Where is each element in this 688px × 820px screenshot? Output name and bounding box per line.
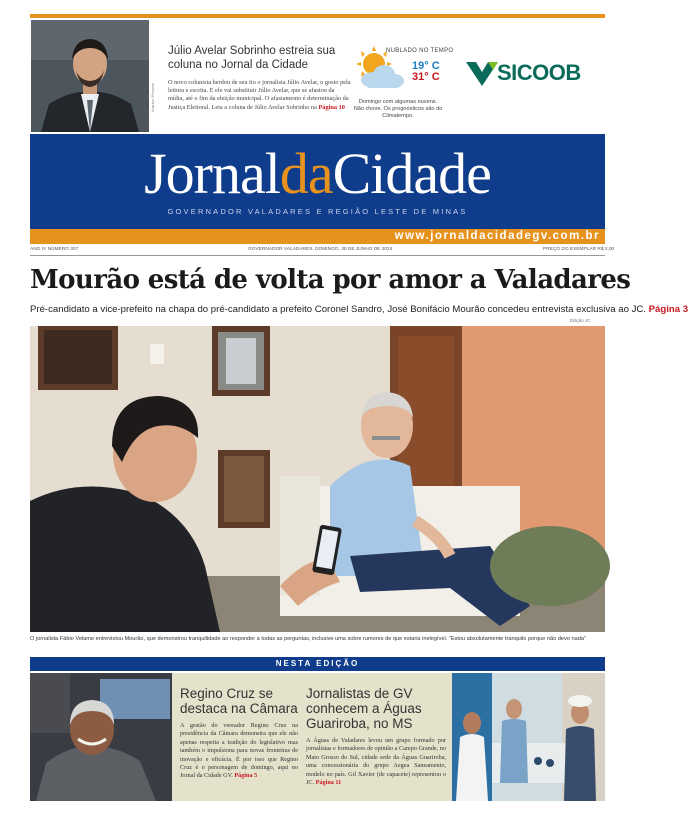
guariroba-photo[interactable] — [452, 673, 605, 801]
top-accent-rule — [30, 14, 605, 18]
teaser-regino[interactable] — [180, 686, 298, 781]
teaser-guariroba-headline[interactable]: Jornalistas de GV conhecem a Águas Guariroba, no MS — [306, 686, 422, 731]
temp-min: 19° C — [412, 60, 440, 72]
sicoob-logo-icon — [466, 60, 498, 88]
teaser-guariroba-text: A Águas de Valadares levou um grupo formado por jornalistas e formadores de opinião a Campo Grande, no Mato Grosso do Sul, cidade sede da Águas Guariroba, uma concessionária do grupo Aegea Saneamento, modelo no país. Gil Xavier (de capacete) representou o JC. — [306, 737, 446, 787]
photo-credit: Arquivo Pessoal — [150, 83, 155, 112]
masthead-title-c: Cidade — [332, 141, 491, 206]
teaser-guariroba-body — [306, 737, 446, 787]
lead-photo-credit: Edição JC — [570, 318, 591, 323]
regino-photo[interactable] — [30, 673, 172, 801]
masthead-title-b: da — [279, 141, 333, 206]
masthead-subtitle: GOVERNADOR VALADARES E REGIÃO LESTE DE MINAS — [167, 207, 468, 216]
teaser-regino-text: A gestão do vereador Regino Cruz na presidência da Câmara demonstra que ele não apenas respeita a tradição do legislativo mas também o impulsiona para novas fronteiras de inovação e eficácia. É por isso que Regino Cruz é o personagem de domingo, aqui no Jornal da Cidade GV. — [180, 722, 298, 780]
temp-max: 31° C — [412, 71, 440, 83]
website-link[interactable]: www.jornaldacidadegv.com.br — [394, 230, 600, 242]
masthead-title[interactable] — [30, 141, 605, 207]
teaser-regino-body — [180, 722, 298, 781]
lead-photo[interactable] — [30, 326, 605, 632]
teaser-regino-page-ref[interactable]: Página 5 — [234, 772, 258, 780]
issue-price: PREÇO DO EXEMPLAR R$ 2,00 — [543, 247, 615, 252]
section-label: NESTA EDIÇÃO — [275, 659, 360, 668]
page-ref-link[interactable]: Página 10 — [318, 103, 345, 111]
issue-date: GOVERNADOR VALADARES, DOMINGO, 30 DE JUNHO DE 2024 — [248, 247, 393, 252]
lead-photo-caption: O jornalista Fábio Velame entrevistou Mourão, que demonstrou tranquilidade ao responder a todas as perguntas, inclusive uma sobre rumores de que estaria inelegível. "Estou absolutamente tranquilo porque não devo nada" — [30, 636, 586, 642]
columnist-headline[interactable]: Júlio Avelar Sobrinho estreia sua coluna no Jornal da Cidade — [168, 45, 336, 71]
columnist-summary — [168, 79, 351, 112]
lead-deck-text: Pré-candidato a vice-prefeito na chapa do pré-candidato a prefeito Coronel Sandro, José Bonifácio Mourão concedeu entrevista exclusiva ao JC. — [30, 304, 646, 315]
weather-note: Domingo com algumas nuvens. Não chove. Os prognósticos são do Climatempo. — [353, 99, 443, 119]
issue-number: ANO IV NÚMERO 307 — [30, 247, 79, 252]
sponsor-name[interactable]: SICOOB — [497, 60, 581, 85]
divider — [30, 255, 605, 256]
lead-deck — [30, 304, 688, 316]
lead-page-ref[interactable]: Página 3 — [648, 304, 688, 315]
lead-headline[interactable]: Mourão está de volta por amor a Valadares — [30, 265, 631, 295]
teaser-guariroba[interactable] — [306, 686, 446, 787]
weather-label: NUBLADO NO TEMPO — [386, 48, 454, 54]
masthead-title-a: Jornal — [144, 141, 280, 206]
teaser-guariroba-page-ref[interactable]: Página 11 — [315, 779, 342, 787]
columnist-photo[interactable] — [31, 20, 149, 132]
teaser-regino-headline[interactable]: Regino Cruz se destaca na Câmara — [180, 686, 298, 716]
columnist-summary-text: O novo colunista herdou de seu tio o jornalista Júlio Avelar, o gosto pela leitura e escrita. E ele vai substituir Júlio Avelar, que se afastou da mídia, até o fim da eleição municipal. O afastamento é determinação da Justiça Eleitoral. Leia a coluna de Júlio Avelar Sobrinho na — [168, 79, 351, 111]
